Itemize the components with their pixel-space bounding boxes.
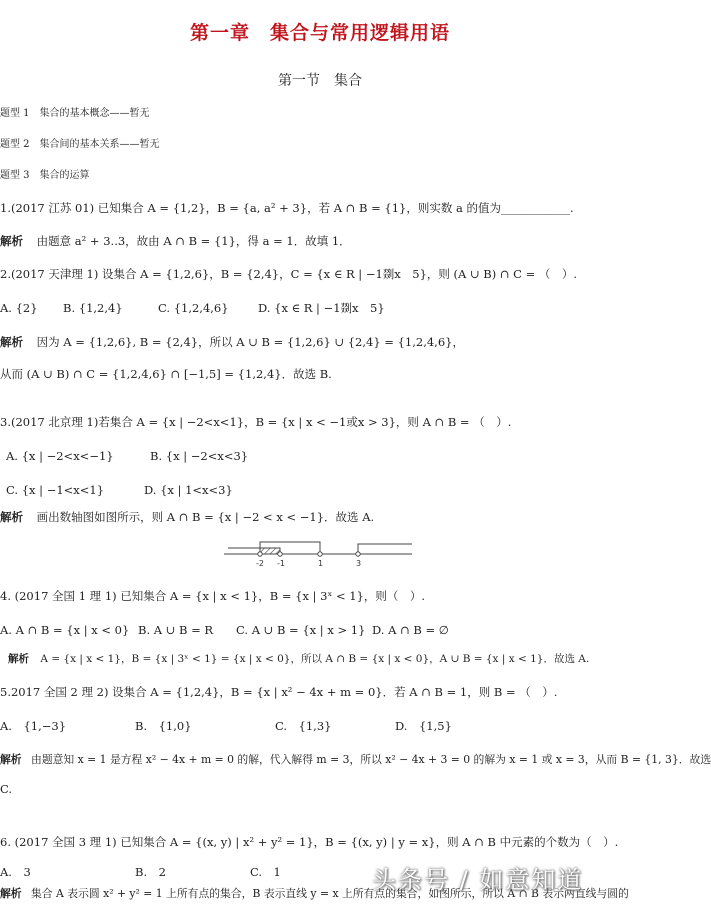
- open-point-3: [356, 552, 360, 556]
- q2-solution-line-1: [0, 334, 464, 350]
- q2-option-a: A. {2}: [0, 301, 38, 315]
- q1-stem: 1.(2017 江苏 01) 已知集合 A = {1,2}，B = {a, a² + 3}，若 A ∩ B = {1}，则实数 a 的值为____________.: [0, 201, 574, 215]
- open-point-neg2: [258, 552, 262, 556]
- q5-option-c: C. {1,3}: [275, 719, 332, 733]
- q2-solution-2: 从而 (A ∪ B) ∩ C = {1,2,4,6} ∩ [−1,5] = {1,2,4}．故选 B.: [0, 367, 332, 381]
- q3-option-a: A. {x | −2<x<−1}: [6, 449, 114, 463]
- intersection-hatch: [260, 548, 280, 554]
- q3-option-b: B. {x | −2<x<3}: [150, 449, 249, 463]
- type-1-heading: 题型 1 集合的基本概念——暂无: [0, 108, 150, 119]
- jiexi-label: 解析: [0, 335, 23, 349]
- q2-option-c: C. {1,2,4,6}: [158, 301, 229, 315]
- type-3-heading: 题型 3 集合的运算: [0, 170, 90, 181]
- q4-solution: A = {x | x < 1}，B = {x | 3ˣ < 1} = {x | x < 0}，所以 A ∩ B = {x | x < 0}，A ∪ B = {x | x < 1}．故选 A.: [40, 653, 590, 665]
- q3-stem: 3.(2017 北京理 1)若集合 A = {x | −2<x<1}，B = {x | x < −1或x > 3}，则 A ∩ B = （ ）.: [0, 415, 512, 429]
- section-title: 第一节 集合: [278, 73, 362, 89]
- set-b-right-bracket: [358, 544, 412, 554]
- q5-option-a: A. {1,−3}: [0, 719, 67, 733]
- q2-option-d: D. {x ∈ R | −1剟x 5}: [258, 301, 385, 315]
- q6-option-c: C. 1: [250, 865, 281, 879]
- q4-option-b: B. A ∪ B = R: [138, 623, 214, 637]
- q1-solution-line: [0, 233, 351, 249]
- tick-label-1: 1: [318, 559, 324, 568]
- q2-solution-1: 因为 A = {1,2,6}, B = {2,4}，所以 A ∪ B = {1,2,6} ∪ {2,4} = {1,2,4,6}，: [36, 335, 464, 349]
- jiexi-label: 解析: [0, 753, 22, 766]
- q4-solution-line: [8, 651, 589, 667]
- q6-option-b: B. 2: [135, 865, 166, 879]
- q2-stem: 2.(2017 天津理 1) 设集合 A = {1,2,6}，B = {2,4}，C = {x ∈ R | −1剟x 5}，则 (A ∪ B) ∩ C = （ ）.: [0, 267, 578, 281]
- jiexi-label: 解析: [8, 653, 29, 665]
- jiexi-label: 解析: [0, 234, 23, 248]
- jiexi-label: 解析: [0, 510, 23, 524]
- open-point-1: [318, 552, 322, 556]
- q3-solution-line: [0, 509, 374, 525]
- q6-stem: 6. (2017 全国 3 理 1) 已知集合 A = {(x, y) | x² + y² = 1}，B = {(x, y) | y = x}，则 A ∩ B 中元素的个数为（ ）.: [0, 835, 619, 849]
- tick-label-neg2: -2: [256, 559, 264, 568]
- watermark: 头条号 / 如意知道: [372, 866, 584, 894]
- q5-solution-2: C.: [0, 782, 13, 796]
- type-2-heading: 题型 2 集合间的基本关系——暂无: [0, 139, 160, 150]
- q6-solution: 集合 A 表示圆 x² + y² = 1 上所有点的集合，B 表示直线 y = x 上所有点的集合，如图所示，所以 A ∩ B 表示两直线与圆的: [31, 887, 629, 900]
- chapter-title: 第一章 集合与常用逻辑用语: [189, 22, 450, 44]
- q5-stem: 5.2017 全国 2 理 2) 设集合 A = {1,2,4}，B = {x | x² − 4x + m = 0}．若 A ∩ B = 1，则 B = （ ）.: [0, 685, 558, 699]
- q4-stem: 4. (2017 全国 1 理 1) 已知集合 A = {x | x < 1}，B = {x | 3ˣ < 1}，则（ ）.: [0, 589, 426, 603]
- q5-option-d: D. {1,5}: [395, 719, 452, 733]
- open-point-neg1: [278, 552, 282, 556]
- q5-option-b: B. {1,0}: [135, 719, 192, 733]
- q1-solution: 由题意 a² + 3..3，故由 A ∩ B = {1}，得 a = 1．故填 1．: [36, 234, 351, 248]
- q6-option-a: A. 3: [0, 865, 31, 879]
- q4-option-d: D. A ∩ B = ∅: [372, 623, 449, 637]
- q4-option-a: A. A ∩ B = {x | x < 0}: [0, 623, 130, 637]
- number-line-figure: [220, 530, 420, 572]
- q2-option-b: B. {1,2,4}: [63, 301, 123, 315]
- tick-label-neg1: -1: [277, 559, 285, 568]
- q4-option-c: C. A ∪ B = {x | x > 1}: [236, 623, 366, 637]
- jiexi-label: 解析: [0, 887, 22, 900]
- q3-option-d: D. {x | 1<x<3}: [144, 483, 233, 497]
- tick-label-3: 3: [356, 559, 362, 568]
- q5-solution-line-1: [0, 752, 711, 768]
- q5-solution-1: 由题意知 x = 1 是方程 x² − 4x + m = 0 的解，代入解得 m = 3，所以 x² − 4x + 3 = 0 的解为 x = 1 或 x = 3，从而 B = {1, 3}．故选: [31, 753, 711, 766]
- q3-solution: 画出数轴图如图所示，则 A ∩ B = {x | −2 < x < −1}．故选 A.: [36, 510, 375, 524]
- q3-option-c: C. {x | −1<x<1}: [6, 483, 105, 497]
